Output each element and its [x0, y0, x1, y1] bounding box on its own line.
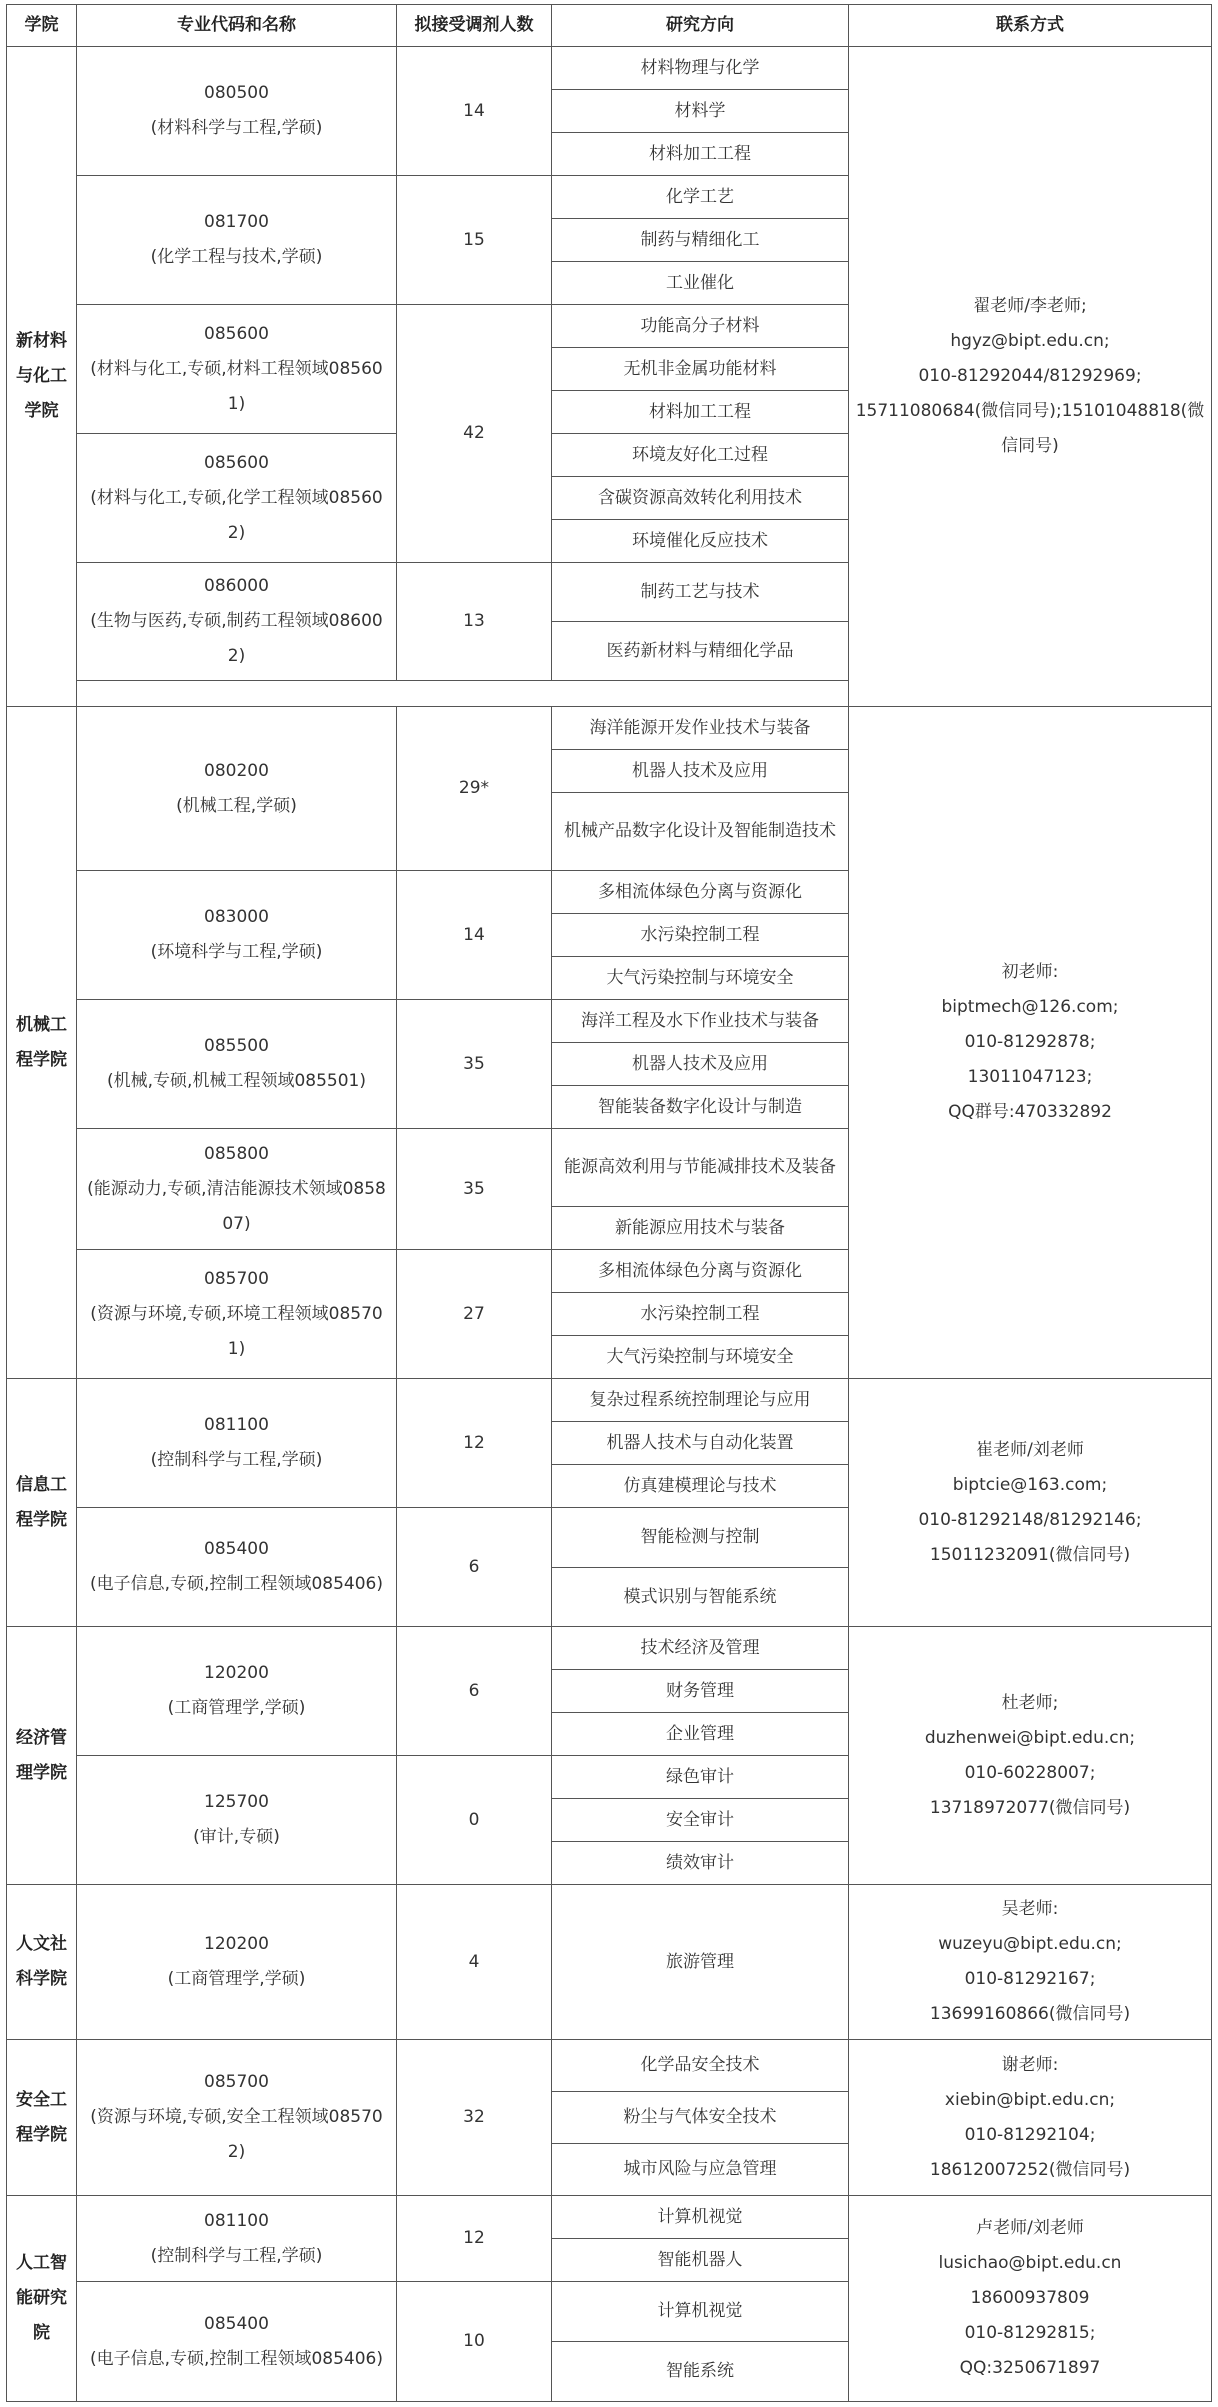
count-cell: 10	[397, 2282, 552, 2402]
major-code: 085700	[204, 1268, 269, 1289]
major-cell	[77, 2282, 397, 2402]
direction-cell: 功能高分子材料	[552, 305, 849, 348]
direction-cell: 环境催化反应技术	[552, 520, 849, 563]
direction-cell: 水污染控制工程	[552, 914, 849, 957]
count-cell: 35	[397, 1129, 552, 1250]
major-cell	[77, 1627, 397, 1756]
count-cell: 15	[397, 176, 552, 305]
major-code: 081100	[204, 1415, 269, 1435]
major-code: 120200	[204, 1934, 269, 1954]
contact-line: 翟老师/李老师;	[973, 296, 1087, 316]
header-row	[7, 5, 1212, 47]
adjustment-table	[6, 4, 1212, 2402]
contact-cell	[849, 707, 1212, 1379]
direction-cell: 环境友好化工过程	[552, 434, 849, 477]
direction-cell: 机器人技术及应用	[552, 750, 849, 793]
count-cell: 29*	[397, 707, 552, 871]
count-cell: 35	[397, 1000, 552, 1129]
direction-cell: 海洋能源开发作业技术与装备	[552, 707, 849, 750]
direction-cell: 含碳资源高效转化利用技术	[552, 477, 849, 520]
direction-cell: 大气污染控制与环境安全	[552, 1336, 849, 1379]
contact-line: 13699160866(微信同号)	[929, 2004, 1131, 2024]
count-cell: 32	[397, 2040, 552, 2196]
contact-line: 010-81292815;	[964, 2323, 1096, 2343]
major-code: 085500	[204, 1036, 269, 1056]
contact-line: 卢老师/刘老师	[976, 2218, 1084, 2238]
direction-cell: 机器人技术与自动化装置	[552, 1422, 849, 1465]
contact-cell	[849, 2040, 1212, 2196]
major-code: 080500	[204, 83, 269, 103]
contact-cell	[849, 1379, 1212, 1627]
direction-cell: 无机非金属功能材料	[552, 348, 849, 391]
table-row	[7, 1885, 1212, 2040]
major-code: 120200	[204, 1663, 269, 1683]
direction-cell: 制药与精细化工	[552, 219, 849, 262]
major-cell	[77, 47, 397, 176]
header-major: 专业代码和名称	[77, 5, 397, 47]
count-cell: 14	[397, 47, 552, 176]
major-name: (控制科学与工程,学硕)	[150, 1450, 323, 1470]
count-cell: 27	[397, 1250, 552, 1379]
direction-cell: 旅游管理	[552, 1885, 849, 2040]
count-cell: 42	[397, 305, 552, 563]
contact-line: QQ:3250671897	[959, 2358, 1101, 2378]
contact-line: 15711080684(微信同号);15101048818(微信同号)	[855, 401, 1205, 456]
direction-cell: 智能装备数字化设计与制造	[552, 1086, 849, 1129]
contact-cell	[849, 47, 1212, 707]
contact-line: 15011232091(微信同号)	[929, 1544, 1131, 1565]
major-code: 086000	[204, 576, 269, 596]
major-cell	[77, 707, 397, 871]
table-row	[7, 47, 1212, 90]
major-code: 085400	[204, 2313, 269, 2334]
major-cell	[77, 176, 397, 305]
contact-line: 010-81292104;	[964, 2124, 1096, 2145]
major-name: (电子信息,专硕,控制工程领域085406)	[90, 2348, 383, 2369]
contact-line: wuzeyu@bipt.edu.cn;	[938, 1934, 1122, 1954]
major-cell	[77, 1000, 397, 1129]
major-name: (资源与环境,专硕,安全工程领域085702)	[90, 2107, 383, 2162]
header-contact: 联系方式	[849, 5, 1212, 47]
major-cell	[77, 1129, 397, 1250]
major-name: (机械,专硕,机械工程领域085501)	[107, 1071, 366, 1091]
direction-cell: 多相流体绿色分离与资源化	[552, 1250, 849, 1293]
direction-cell: 安全审计	[552, 1799, 849, 1842]
contact-line: 13718972077(微信同号)	[929, 1797, 1131, 1818]
major-code: 085600	[204, 323, 269, 344]
major-cell	[77, 2196, 397, 2282]
header-count: 拟接受调剂人数	[397, 5, 552, 47]
major-name: (材料科学与工程,学硕)	[150, 118, 323, 138]
major-name: (电子信息,专硕,控制工程领域085406)	[90, 1574, 383, 1594]
direction-cell: 复杂过程系统控制理论与应用	[552, 1379, 849, 1422]
direction-cell: 企业管理	[552, 1713, 849, 1756]
direction-cell: 智能机器人	[552, 2239, 849, 2282]
major-code: 081700	[204, 212, 269, 232]
major-name: (能源动力,专硕,清洁能源技术领域085807)	[87, 1178, 386, 1234]
major-name: (控制科学与工程,学硕)	[150, 2245, 323, 2266]
header-college: 学院	[7, 5, 77, 47]
contact-cell	[849, 1885, 1212, 2040]
count-cell: 14	[397, 871, 552, 1000]
table-row	[7, 2196, 1212, 2239]
contact-line: lusichao@bipt.edu.cn	[938, 2253, 1122, 2273]
contact-line: 谢老师:	[1001, 2054, 1059, 2075]
major-code: 081100	[204, 2210, 269, 2231]
college-name: 信息工程学院	[7, 1379, 77, 1627]
count-cell: 6	[397, 1627, 552, 1756]
contact-line: 吴老师:	[1001, 1899, 1059, 1919]
major-name: (生物与医药,专硕,制药工程领域086002)	[90, 611, 383, 666]
major-name: (化学工程与技术,学硕)	[150, 247, 323, 267]
contact-line: 010-60228007;	[964, 1762, 1096, 1783]
major-code: 085400	[204, 1539, 269, 1559]
count-cell: 12	[397, 2196, 552, 2282]
direction-cell: 计算机视觉	[552, 2282, 849, 2342]
direction-cell: 制药工艺与技术	[552, 563, 849, 622]
direction-cell: 材料加工工程	[552, 133, 849, 176]
major-cell	[77, 1379, 397, 1508]
contact-line: 010-81292878;	[964, 1032, 1096, 1052]
contact-line: 13011047123;	[967, 1067, 1093, 1087]
major-name: (工商管理学,学硕)	[167, 1969, 306, 1989]
direction-cell: 机械产品数字化设计及智能制造技术	[552, 793, 849, 871]
contact-line: 崔老师/刘老师	[976, 1439, 1084, 1460]
major-code: 125700	[204, 1792, 269, 1812]
college-name: 机械工程学院	[7, 707, 77, 1379]
major-code: 085700	[204, 2072, 269, 2092]
direction-cell: 绩效审计	[552, 1842, 849, 1885]
direction-cell: 绿色审计	[552, 1756, 849, 1799]
direction-cell: 大气污染控制与环境安全	[552, 957, 849, 1000]
major-cell	[77, 1885, 397, 2040]
major-name: (环境科学与工程,学硕)	[150, 942, 323, 962]
contact-line: 18600937809	[970, 2288, 1090, 2308]
table-row	[7, 707, 1212, 750]
major-cell	[77, 1250, 397, 1379]
direction-cell: 材料加工工程	[552, 391, 849, 434]
direction-cell: 机器人技术及应用	[552, 1043, 849, 1086]
direction-cell: 材料物理与化学	[552, 47, 849, 90]
direction-cell: 多相流体绿色分离与资源化	[552, 871, 849, 914]
direction-cell: 化学品安全技术	[552, 2040, 849, 2092]
contact-line: biptmech@126.com;	[941, 997, 1119, 1017]
college-name: 人工智能研究院	[7, 2196, 77, 2402]
direction-cell: 城市风险与应急管理	[552, 2144, 849, 2196]
contact-line: QQ群号:470332892	[948, 1102, 1112, 1122]
major-cell	[77, 434, 397, 563]
major-name: (资源与环境,专硕,环境工程领域085701)	[90, 1303, 383, 1359]
college-name: 经济管理学院	[7, 1627, 77, 1885]
major-cell	[77, 563, 397, 681]
college-name: 新材料与化工学院	[7, 47, 77, 707]
contact-line: 010-81292148/81292146;	[918, 1509, 1142, 1530]
contact-line: 初老师:	[1001, 962, 1059, 982]
college-name: 人文社科学院	[7, 1885, 77, 2040]
count-cell: 6	[397, 1508, 552, 1627]
college-name: 安全工程学院	[7, 2040, 77, 2196]
direction-cell: 模式识别与智能系统	[552, 1568, 849, 1627]
major-cell	[77, 2040, 397, 2196]
major-name: (机械工程,学硕)	[176, 795, 297, 816]
direction-cell: 财务管理	[552, 1670, 849, 1713]
direction-cell: 新能源应用技术与装备	[552, 1207, 849, 1250]
count-cell: 13	[397, 563, 552, 681]
contact-cell	[849, 1627, 1212, 1885]
contact-cell	[849, 2196, 1212, 2402]
direction-cell: 智能检测与控制	[552, 1508, 849, 1568]
major-code: 080200	[204, 760, 269, 781]
direction-cell: 仿真建模理论与技术	[552, 1465, 849, 1508]
major-name: (材料与化工,专硕,材料工程领域085601)	[90, 358, 383, 414]
count-cell: 4	[397, 1885, 552, 2040]
table-row	[7, 1627, 1212, 1670]
direction-cell: 材料学	[552, 90, 849, 133]
contact-line: 杜老师;	[1001, 1692, 1059, 1713]
major-cell	[77, 871, 397, 1000]
major-code: 083000	[204, 907, 269, 927]
table-row	[7, 2040, 1212, 2092]
major-name: (材料与化工,专硕,化学工程领域085602)	[90, 487, 383, 543]
contact-line: 010-81292167;	[964, 1969, 1096, 1989]
contact-line: hgyz@bipt.edu.cn;	[950, 331, 1110, 351]
count-cell: 12	[397, 1379, 552, 1508]
contact-line: duzhenwei@bipt.edu.cn;	[924, 1727, 1136, 1748]
direction-cell: 医药新材料与精细化学品	[552, 622, 849, 681]
contact-line: 010-81292044/81292969;	[918, 366, 1142, 386]
count-cell: 0	[397, 1756, 552, 1885]
direction-cell: 粉尘与气体安全技术	[552, 2092, 849, 2144]
table-row	[7, 1379, 1212, 1422]
header-direction: 研究方向	[552, 5, 849, 47]
contact-line: biptcie@163.com;	[952, 1474, 1108, 1495]
major-name: (审计,专硕)	[193, 1827, 280, 1847]
direction-cell: 能源高效利用与节能减排技术及装备	[552, 1129, 849, 1207]
major-name: (工商管理学,学硕)	[167, 1698, 306, 1718]
major-code: 085600	[204, 452, 269, 473]
direction-cell: 水污染控制工程	[552, 1293, 849, 1336]
contact-line: 18612007252(微信同号)	[929, 2159, 1131, 2180]
major-cell	[77, 1508, 397, 1627]
direction-cell: 工业催化	[552, 262, 849, 305]
major-cell	[77, 305, 397, 434]
direction-cell: 海洋工程及水下作业技术与装备	[552, 1000, 849, 1043]
direction-cell: 计算机视觉	[552, 2196, 849, 2239]
major-code: 085800	[204, 1143, 269, 1164]
major-cell	[77, 1756, 397, 1885]
direction-cell: 化学工艺	[552, 176, 849, 219]
direction-cell: 技术经济及管理	[552, 1627, 849, 1670]
direction-cell: 智能系统	[552, 2342, 849, 2402]
contact-line: xiebin@bipt.edu.cn;	[944, 2089, 1116, 2110]
